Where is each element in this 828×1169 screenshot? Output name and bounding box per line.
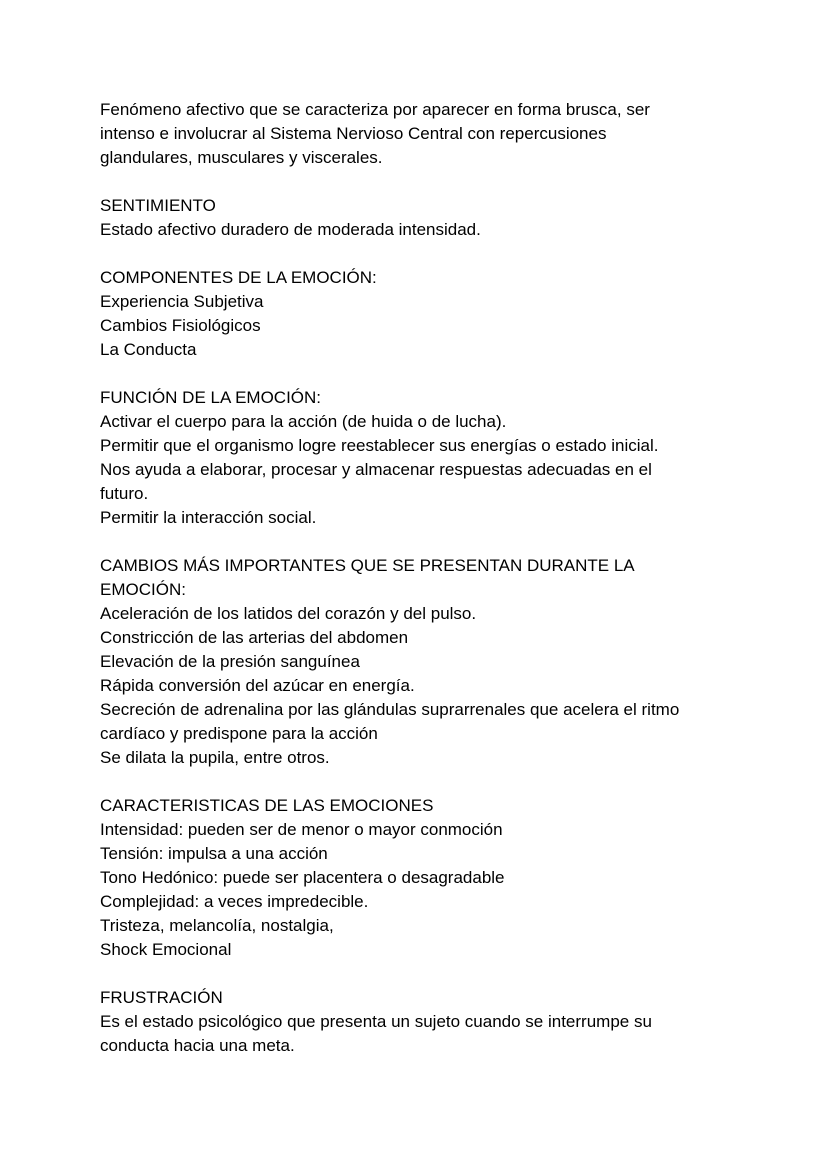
text-line: Constricción de las arterias del abdomen bbox=[100, 628, 409, 647]
text-line: cardíaco y predispone para la acción bbox=[100, 724, 378, 743]
text-line: Secreción de adrenalina por las glándulas suprarrenales que acelera el ritmo bbox=[100, 700, 680, 719]
blank-line bbox=[100, 170, 740, 194]
text-line: intenso e involucrar al Sistema Nervioso Central con repercusiones bbox=[100, 124, 607, 143]
section-heading: FRUSTRACIÓN bbox=[100, 988, 223, 1007]
text-line: Tensión: impulsa a una acción bbox=[100, 844, 328, 863]
text-line: glandulares, musculares y viscerales. bbox=[100, 148, 383, 167]
text-line: La Conducta bbox=[100, 340, 197, 359]
text-line: Estado afectivo duradero de moderada intensidad. bbox=[100, 220, 481, 239]
text-line: Rápida conversión del azúcar en energía. bbox=[100, 676, 415, 695]
text-line: Es el estado psicológico que presenta un sujeto cuando se interrumpe su bbox=[100, 1012, 652, 1031]
section-caracteristicas bbox=[100, 794, 740, 962]
text-line: Permitir la interacción social. bbox=[100, 508, 317, 527]
blank-line bbox=[100, 362, 740, 386]
blank-line bbox=[100, 962, 740, 986]
intro-paragraph bbox=[100, 98, 740, 170]
blank-line bbox=[100, 770, 740, 794]
text-line: Shock Emocional bbox=[100, 940, 232, 959]
text-line: Aceleración de los latidos del corazón y del pulso. bbox=[100, 604, 477, 623]
section-cambios bbox=[100, 554, 740, 770]
text-line: Cambios Fisiológicos bbox=[100, 316, 261, 335]
text-line: Se dilata la pupila, entre otros. bbox=[100, 748, 330, 767]
text-line: Experiencia Subjetiva bbox=[100, 292, 264, 311]
text-line: Permitir que el organismo logre reestablecer sus energías o estado inicial. bbox=[100, 436, 659, 455]
text-line: Elevación de la presión sanguínea bbox=[100, 652, 360, 671]
blank-line bbox=[100, 242, 740, 266]
section-heading: SENTIMIENTO bbox=[100, 196, 216, 215]
section-frustracion bbox=[100, 986, 740, 1058]
section-heading: FUNCIÓN DE LA EMOCIÓN: bbox=[100, 388, 322, 407]
text-line: Intensidad: pueden ser de menor o mayor conmoción bbox=[100, 820, 503, 839]
section-sentimiento bbox=[100, 194, 740, 242]
section-funcion bbox=[100, 386, 740, 530]
section-heading: CARACTERISTICAS DE LAS EMOCIONES bbox=[100, 796, 434, 815]
text-line: Tristeza, melancolía, nostalgia, bbox=[100, 916, 334, 935]
text-line: Activar el cuerpo para la acción (de huida o de lucha). bbox=[100, 412, 507, 431]
section-componentes bbox=[100, 266, 740, 362]
text-line: Fenómeno afectivo que se caracteriza por aparecer en forma brusca, ser bbox=[100, 100, 650, 119]
section-heading: COMPONENTES DE LA EMOCIÓN: bbox=[100, 268, 377, 287]
document-page bbox=[100, 98, 740, 1058]
text-line: Tono Hedónico: puede ser placentera o desagradable bbox=[100, 868, 505, 887]
text-line: Complejidad: a veces impredecible. bbox=[100, 892, 369, 911]
text-line: conducta hacia una meta. bbox=[100, 1036, 295, 1055]
section-heading: CAMBIOS MÁS IMPORTANTES QUE SE PRESENTAN DURANTE LA bbox=[100, 556, 635, 575]
blank-line bbox=[100, 530, 740, 554]
text-line: futuro. bbox=[100, 484, 149, 503]
text-line: Nos ayuda a elaborar, procesar y almacenar respuestas adecuadas en el bbox=[100, 460, 652, 479]
section-heading: EMOCIÓN: bbox=[100, 580, 186, 599]
